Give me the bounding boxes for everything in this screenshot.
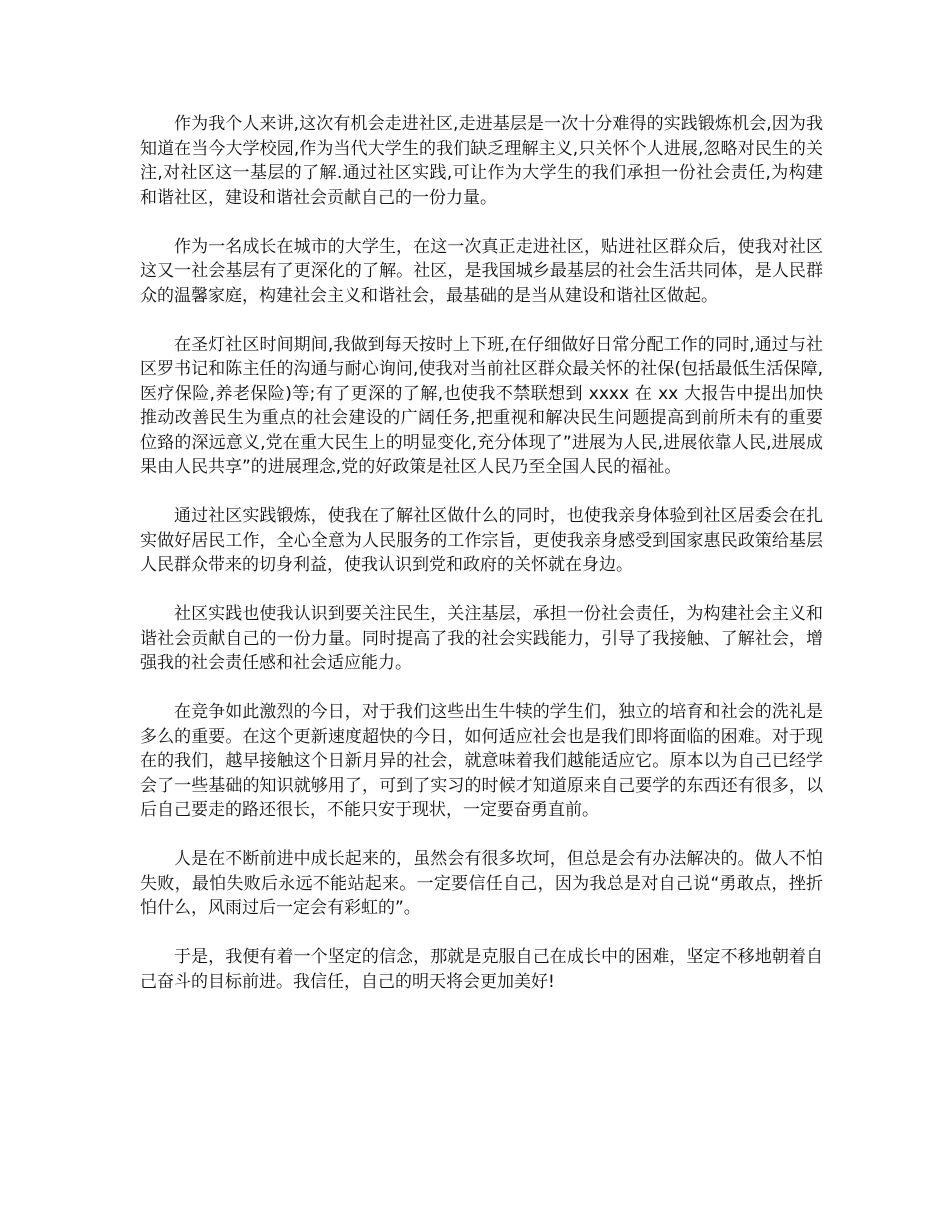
paragraph-4: 通过社区实践锻炼，使我在了解社区做什么的同时，也使我亲身体验到社区居委会在扎实做好居民工作，全心全意为人民服务的工作宗旨，更使我亲身感受到国家惠民政策给基层人民群众带来的切身利益，使我认识到党和政府的关怀就在身边。	[140, 506, 823, 575]
paragraph-7: 人是在不断前进中成长起来的，虽然会有很多坎坷，但总是会有办法解决的。做人不怕失败，最怕失败后永远不能站起来。一定要信任自己，因为我总是对自己说“勇敢点，挫折怕什么，风雨过后一定会有彩虹的”。	[140, 849, 823, 918]
paragraph-3: 在圣灯社区时间期间,我做到每天按时上下班,在仔细做好日常分配工作的同时,通过与社区罗书记和陈主任的沟通与耐心询问,使我对当前社区群众最关怀的社保(包括最低生活保障,医疗保险,养老保险)等;有了更深的了解,也使我不禁联想到 xxxx 在 xx 大报告中提出加快推动改善民生为重点的社会建设的广阔任务,把重视和解决民生问题提高到前所未有的重要位臵的深远意义,党在重大民生上的明显变化,充分体现了”进展为人民,进展依靠人民,进展成果由人民共享”的进展理念,党的好政策是社区人民乃至全国人民的福祉。	[140, 334, 823, 477]
paragraph-8: 于是，我便有着一个坚定的信念，那就是克服自己在成长中的困难，坚定不移地朝着自己奋斗的目标前进。我信任，自己的明天将会更加美好!	[140, 947, 823, 992]
document-body	[140, 112, 823, 1019]
paragraph-1: 作为我个人来讲,这次有机会走进社区,走进基层是一次十分难得的实践锻炼机会,因为我知道在当今大学校园,作为当代大学生的我们缺乏理解主义,只关怀个人进展,忽略对民生的关注,对社区这一基层的了解.通过社区实践,可让作为大学生的我们承担一份社会责任,为构建和谐社区，建设和谐社会贡献自己的一份力量。	[140, 114, 823, 208]
paragraph-2: 作为一名成长在城市的大学生，在这一次真正走进社区，贴进社区群众后，使我对社区这又一社会基层有了更深化的了解。社区，是我国城乡最基层的社会生活共同体，是人民群众的温馨家庭，构建社会主义和谐社会，最基础的是当从建设和谐社区做起。	[140, 236, 823, 306]
paragraph-5: 社区实践也使我认识到要关注民生，关注基层，承担一份社会责任，为构建社会主义和谐社会贡献自己的一份力量。同时提高了我的社会实践能力，引导了我接触、了解社会，增强我的社会责任感和社会适应能力。	[140, 604, 823, 673]
paragraph-6: 在竞争如此激烈的今日，对于我们这些出生牛犊的学生们，独立的培育和社会的洗礼是多么的重要。在这个更新速度超快的今日，如何适应社会也是我们即将面临的困难。对于现在的我们，越早接触这个日新月异的社会，就意味着我们越能适应它。原本以为自己已经学会了一些基础的知识就够用了，可到了实习的时候才知道原来自己要学的东西还有很多，以后自己要走的路还很长，不能只安于现状，一定要奋勇直前。	[140, 702, 823, 820]
